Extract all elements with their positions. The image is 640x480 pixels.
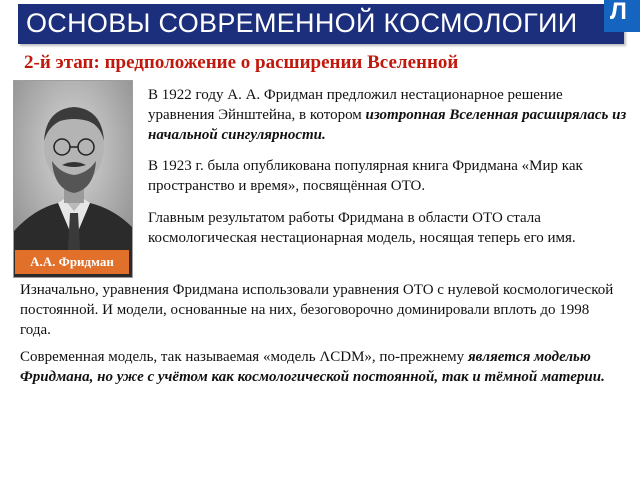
portrait-caption: А.А. Фридман xyxy=(15,250,129,274)
paragraph-modern-model xyxy=(20,347,620,387)
paragraph-initially: Изначально, уравнения Фридмана использовали уравнения ОТО с нулевой космологической постоянной. И модели, основанные на них, безоговорочно доминировали вплоть до 1998 года. xyxy=(20,282,614,338)
portrait-illustration xyxy=(14,81,132,277)
slide-subtitle: 2-й этап: предположение о расширении Вселенной xyxy=(24,52,459,73)
paragraph-1922 xyxy=(148,85,628,145)
paragraph-modern-model-text: Современная модель, так называемая «модель ΛCDM», по-прежнему xyxy=(20,349,468,365)
corner-logo-glyph: Л xyxy=(610,0,627,25)
paragraph-1922-emphasis: изотропная Вселенная расширялась из начальной сингулярности. xyxy=(148,107,627,143)
slide-title: ОСНОВЫ СОВРЕМЕННОЙ КОСМОЛОГИИ xyxy=(26,8,578,38)
paragraph-1922-text: В 1922 году А. А. Фридман предложил нестационарное решение уравнения Эйнштейна, в котором xyxy=(148,87,563,123)
paragraph-modern-model-emphasis: является моделью Фридмана, но уже с учётом как космологической постоянной, так и тёмной материи. xyxy=(20,349,605,385)
title-bar xyxy=(18,4,624,44)
paragraph-main-result: Главным результатом работы Фридмана в области ОТО стала космологическая нестационарная модель, носящая теперь его имя. xyxy=(148,210,576,246)
corner-logo-icon xyxy=(604,0,640,32)
paragraph-1923: В 1923 г. была опубликована популярная книга Фридмана «Мир как пространство и время», посвящённая ОТО. xyxy=(148,158,583,194)
portrait-photo xyxy=(13,80,133,278)
